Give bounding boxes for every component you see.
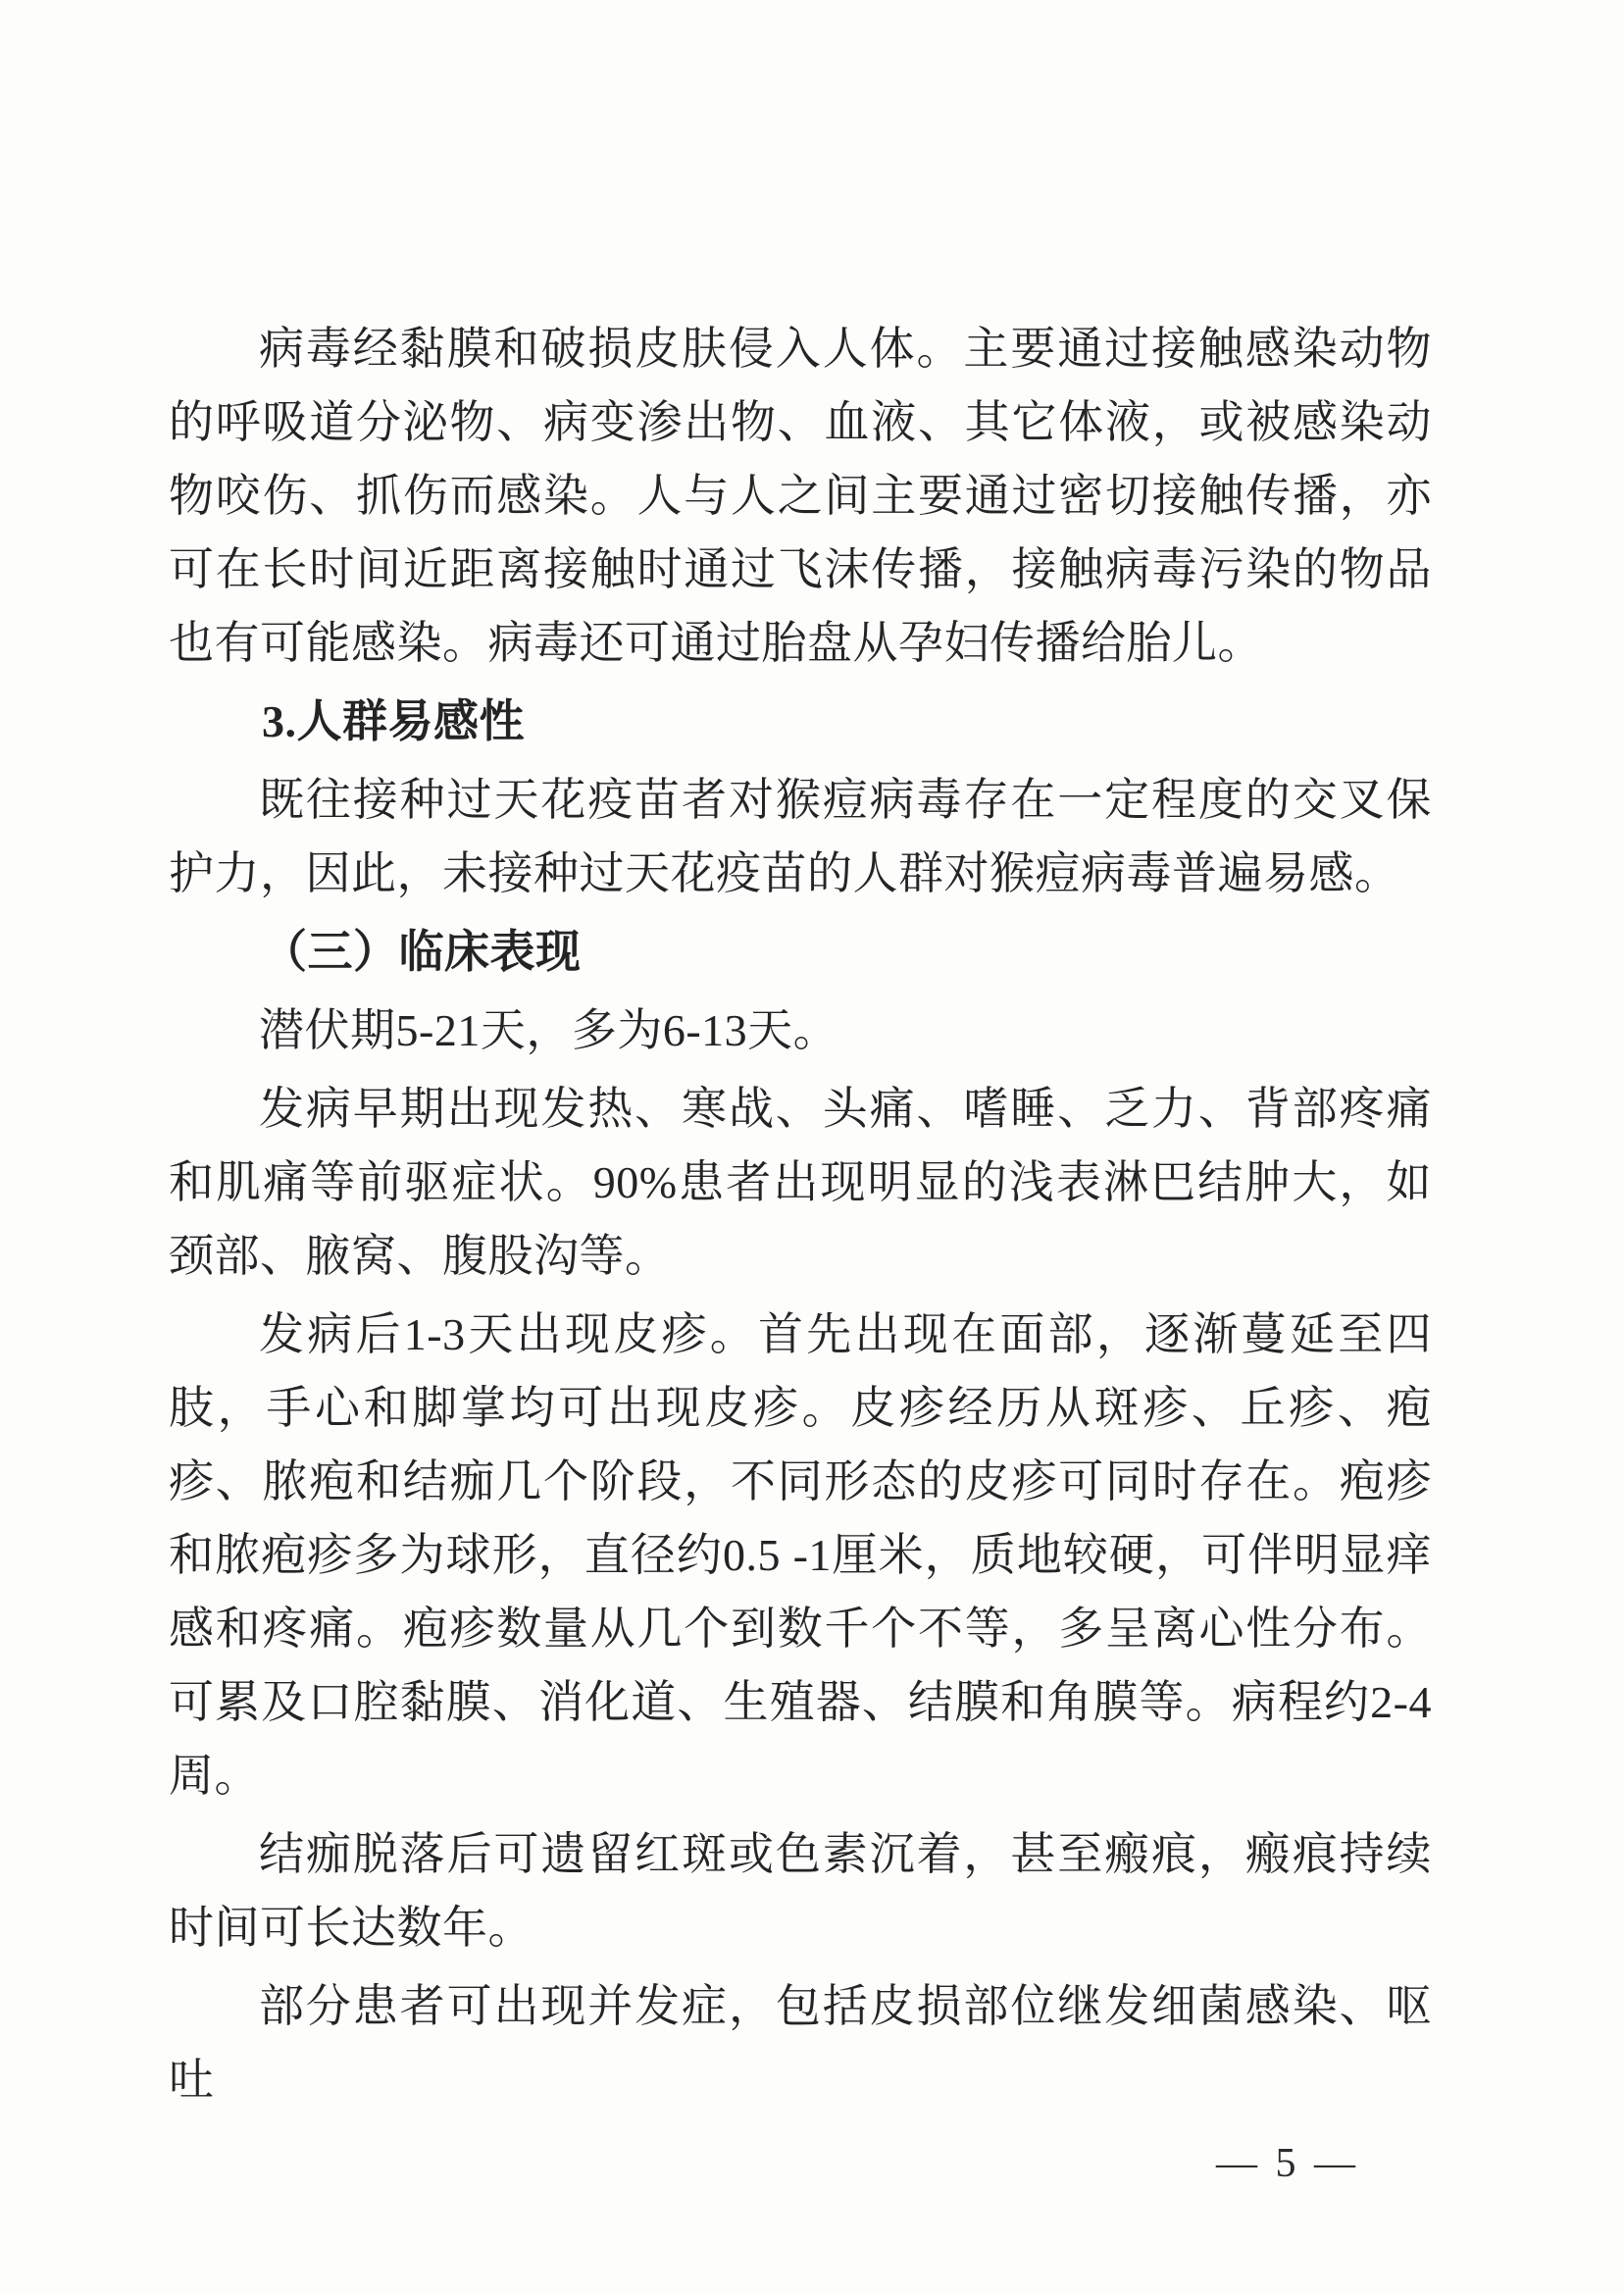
paragraph-complications: 部分患者可出现并发症，包括皮损部位继发细菌感染、呕吐 <box>169 1981 1432 2105</box>
page-footer <box>1216 2140 1359 2187</box>
paragraph-rash-progression: 发病后1-3天出现皮疹。首先出现在面部，逐渐蔓延至四肢，手心和脚掌均可出现皮疹。皮疹经历从斑疹、丘疹、疱疹、脓疱和结痂几个阶段，不同形态的皮疹可同时存在。疱疹和脓疱疹多为球形，直径约0.5 -1厘米，质地较硬，可伴明显痒感和疼痛。疱疹数量从几个到数千个不等，多呈离心性分布。可累及口腔黏膜、消化道、生殖器、结膜和角膜等。病程约2-4周。 <box>169 1309 1432 1801</box>
paragraph-transmission: 病毒经黏膜和破损皮肤侵入人体。主要通过接触感染动物的呼吸道分泌物、病变渗出物、血液、其它体液，或被感染动物咬伤、抓伤而感染。人与人之间主要通过密切接触传播，亦可在长时间近距离接触时通过飞沫传播，接触病毒污染的物品也有可能感染。病毒还可通过胎盘从孕妇传播给胎儿。 <box>169 324 1432 668</box>
heading-population-susceptibility: 3.人群易感性 <box>262 696 525 746</box>
paragraph-susceptibility: 既往接种过天花疫苗者对猴痘病毒存在一定程度的交叉保护力，因此，未接种过天花疫苗的人群对猴痘病毒普遍易感。 <box>169 775 1432 898</box>
paragraph-incubation-period: 潜伏期5-21天，多为6-13天。 <box>259 1005 839 1055</box>
paragraph-scab-scarring: 结痂脱落后可遗留红斑或色素沉着，甚至瘢痕，瘢痕持续时间可长达数年。 <box>169 1829 1432 1953</box>
paragraph-prodromal-symptoms: 发病早期出现发热、寒战、头痛、嗜睡、乏力、背部疼痛和肌痛等前驱症状。90%患者出现明显的浅表淋巴结肿大，如颈部、腋窝、腹股沟等。 <box>169 1084 1432 1281</box>
heading-clinical-manifestations: （三）临床表现 <box>262 927 582 977</box>
page-number: — 5 — <box>1216 2141 1359 2186</box>
